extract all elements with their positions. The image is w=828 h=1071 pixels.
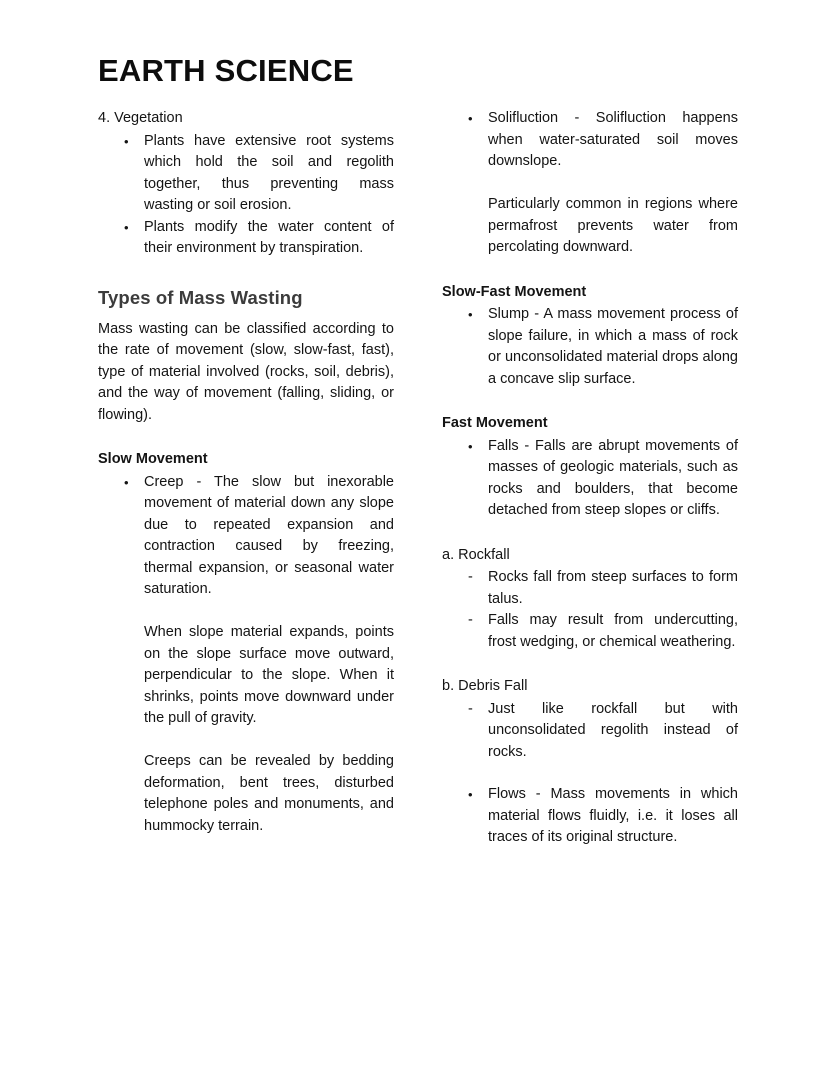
- list-item: - Just like rockfall but with unconsolidated regolith instead of rocks.: [442, 699, 738, 764]
- heading-vegetation: 4. Vegetation: [98, 110, 183, 126]
- paragraph-types-of-mass-wasting: Mass wasting can be classified according to the rate of movement (slow, slow-fast, fast), type of material involved (rocks, soil, debris), and the way of movement (falling, sliding, or flowing).: [98, 320, 394, 423]
- list-item: • Creep - The slow but inexorable movement of material down any slope due to repeated expansion and contraction caused by freezing, thermal expansion, or seasonal water saturation.: [98, 472, 394, 601]
- page-title: EARTH SCIENCE: [98, 53, 354, 88]
- creep-note-evidence: Creeps can be revealed by bedding deformation, bent trees, disturbed telephone poles and monuments, and hummocky terrain.: [144, 753, 394, 834]
- solifluction-bullet-list: [442, 108, 738, 173]
- flows-bullet-list: [442, 784, 738, 849]
- list-item: • Flows - Mass movements in which material flows fluidly, i.e. it loses all traces of its original structure.: [442, 784, 738, 849]
- rockfall-dash-list: [442, 567, 738, 653]
- list-item: • Slump - A mass movement process of slope failure, in which a mass of rock or unconsolidated material drops along a concave slip surface.: [442, 304, 738, 390]
- heading-fast-movement: Fast Movement: [442, 415, 548, 431]
- list-item: • Plants have extensive root systems which hold the soil and regolith together, thus preventing mass wasting or soil erosion.: [98, 131, 394, 217]
- heading-slow-movement: Slow Movement: [98, 451, 208, 467]
- solifluction-note: Particularly common in regions where permafrost prevents water from percolating downward.: [488, 196, 738, 255]
- vegetation-bullet-list: [98, 131, 394, 260]
- slow-movement-bullet-list: [98, 472, 394, 601]
- two-column-layout: [98, 108, 740, 852]
- heading-slow-fast-movement: Slow-Fast Movement: [442, 283, 587, 300]
- creep-note-expansion: When slope material expands, points on the slope surface move outward, perpendicular to the slope. When it shrinks, points move downward under the pull of gravity.: [144, 624, 394, 726]
- list-item: - Rocks fall from steep surfaces to form talus.: [442, 567, 738, 610]
- heading-rockfall: a. Rockfall: [442, 546, 510, 563]
- heading-debris-fall: b. Debris Fall: [442, 678, 528, 694]
- heading-types-of-mass-wasting: Types of Mass Wasting: [98, 286, 303, 308]
- right-column: [442, 108, 738, 849]
- list-item: - Falls may result from undercutting, frost wedging, or chemical weathering.: [442, 610, 738, 653]
- left-column: [98, 108, 394, 852]
- list-item: • Solifluction - Solifluction happens when water-saturated soil moves downslope.: [442, 108, 738, 173]
- list-item: • Falls - Falls are abrupt movements of masses of geologic materials, such as rocks and boulders, that become detached from steep slopes or cliffs.: [442, 436, 738, 522]
- fast-movement-bullet-list: [442, 436, 738, 522]
- debris-fall-dash-list: [442, 699, 738, 764]
- spacer: [442, 763, 738, 784]
- slow-fast-bullet-list: [442, 304, 738, 390]
- list-item: • Plants modify the water content of their environment by transpiration.: [98, 217, 394, 260]
